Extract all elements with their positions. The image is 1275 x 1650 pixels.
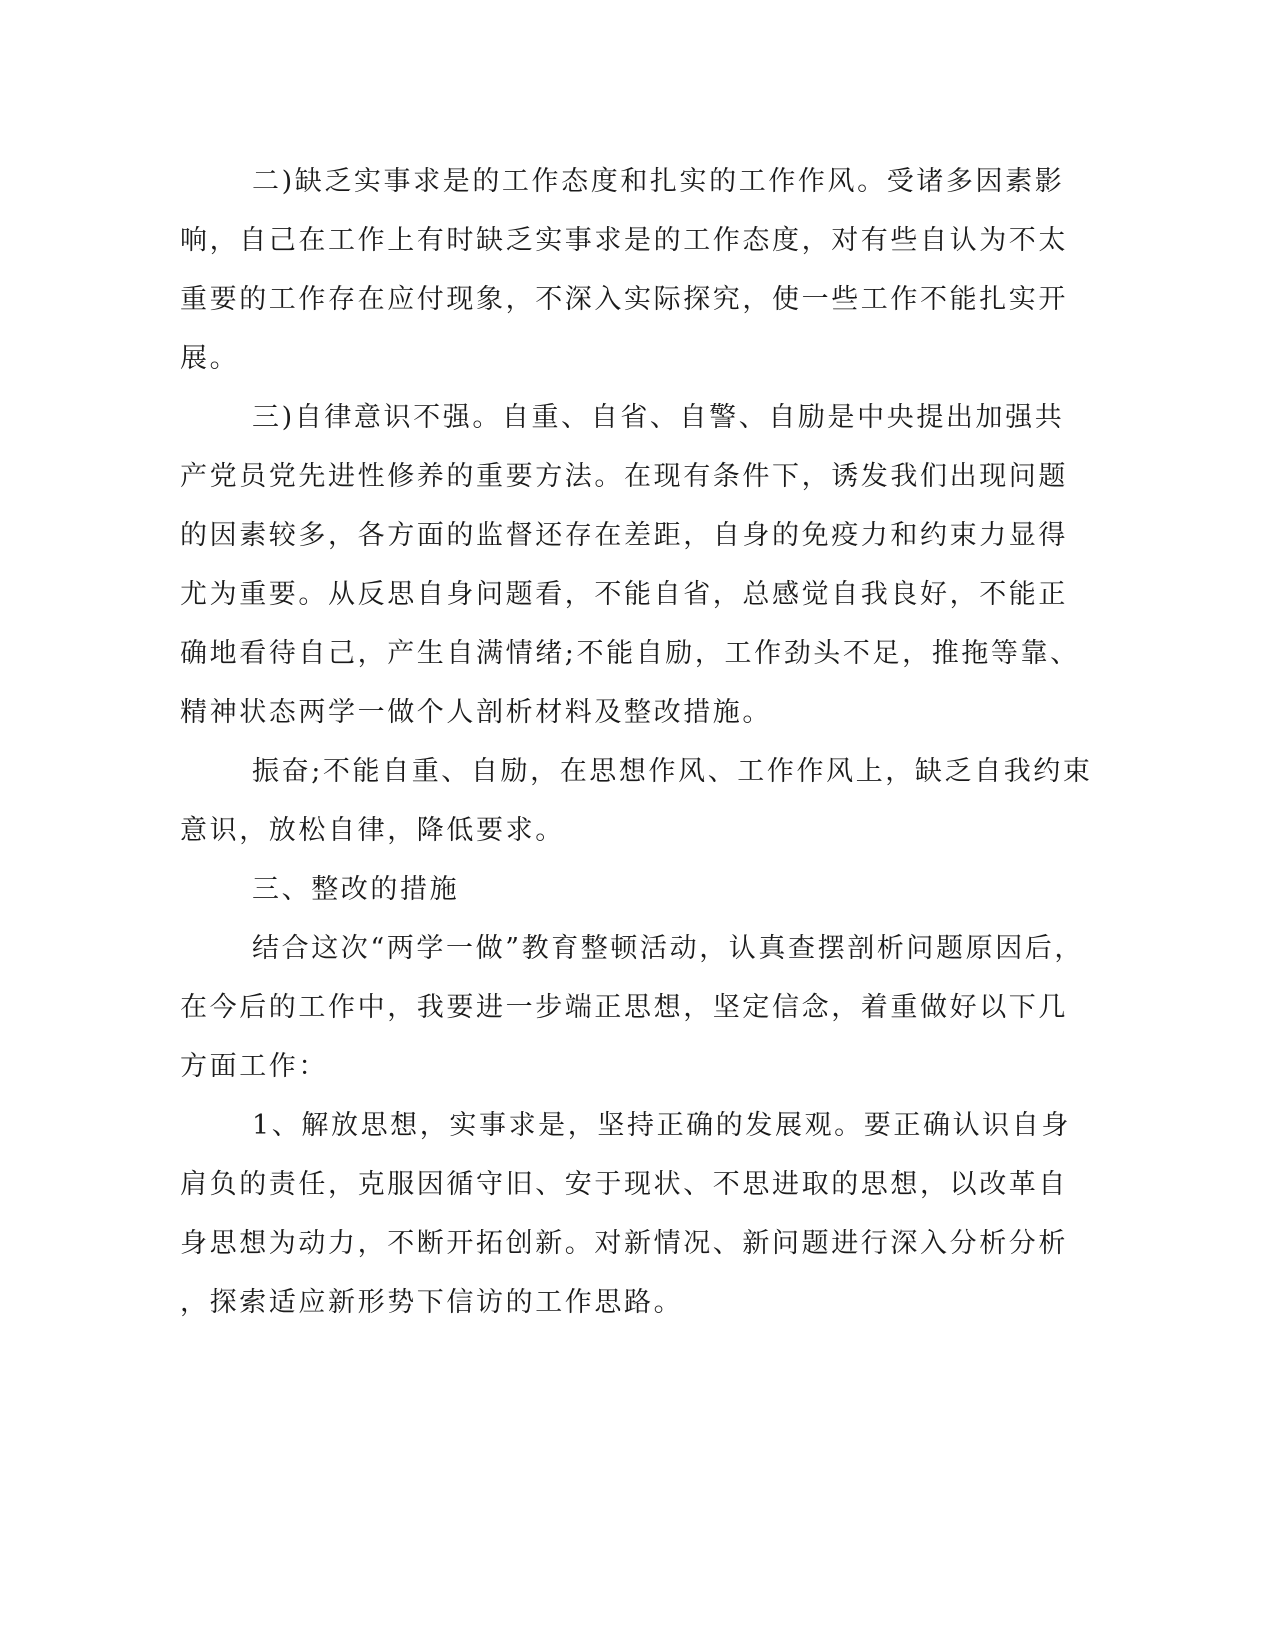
section-heading: 三、整改的措施 — [252, 874, 460, 905]
paragraph-line: 1、解放思想，实事求是，坚持正确的发展观。要正确认识自身 — [252, 1110, 1071, 1141]
paragraph-line: 意识，放松自律，降低要求。 — [180, 815, 565, 846]
paragraph-line: 尤为重要。从反思自身问题看，不能自省，总感觉自我良好，不能正 — [180, 579, 1068, 610]
paragraph-line: 精神状态两学一做个人剖析材料及整改措施。 — [180, 697, 772, 728]
paragraph-line: 响，自己在工作上有时缺乏实事求是的工作态度，对有些自认为不太 — [180, 225, 1068, 256]
paragraph-line: 身思想为动力，不断开拓创新。对新情况、新问题进行深入分析分析 — [180, 1228, 1068, 1259]
paragraph-line: 产党员党先进性修养的重要方法。在现有条件下，诱发我们出现问题 — [180, 461, 1068, 492]
paragraph-line: 展。 — [180, 343, 240, 374]
paragraph-line: 方面工作： — [180, 1051, 328, 1082]
paragraph-line: 二)缺乏实事求是的工作态度和扎实的工作作风。受诸多因素影 — [252, 166, 1065, 197]
paragraph-line: 肩负的责任，克服因循守旧、安于现状、不思进取的思想，以改革自 — [180, 1169, 1068, 1200]
paragraph-line: 三)自律意识不强。自重、自省、自警、自励是中央提出加强共 — [252, 402, 1065, 433]
paragraph-line: 振奋;不能自重、自励，在思想作风、工作作风上，缺乏自我约束 — [252, 756, 1093, 787]
paragraph-line: 重要的工作存在应付现象，不深入实际探究，使一些工作不能扎实开 — [180, 284, 1068, 315]
paragraph-line: ，探索适应新形势下信访的工作思路。 — [180, 1287, 684, 1318]
paragraph-line: 结合这次“两学一做”教育整顿活动，认真查摆剖析问题原因后， — [252, 933, 1085, 964]
paragraph-line: 在今后的工作中，我要进一步端正思想，坚定信念，着重做好以下几 — [180, 992, 1068, 1023]
paragraph-line: 的因素较多，各方面的监督还存在差距，自身的免疫力和约束力显得 — [180, 520, 1068, 551]
paragraph-line: 确地看待自己，产生自满情绪;不能自励，工作劲头不足，推拖等靠、 — [180, 638, 1080, 669]
